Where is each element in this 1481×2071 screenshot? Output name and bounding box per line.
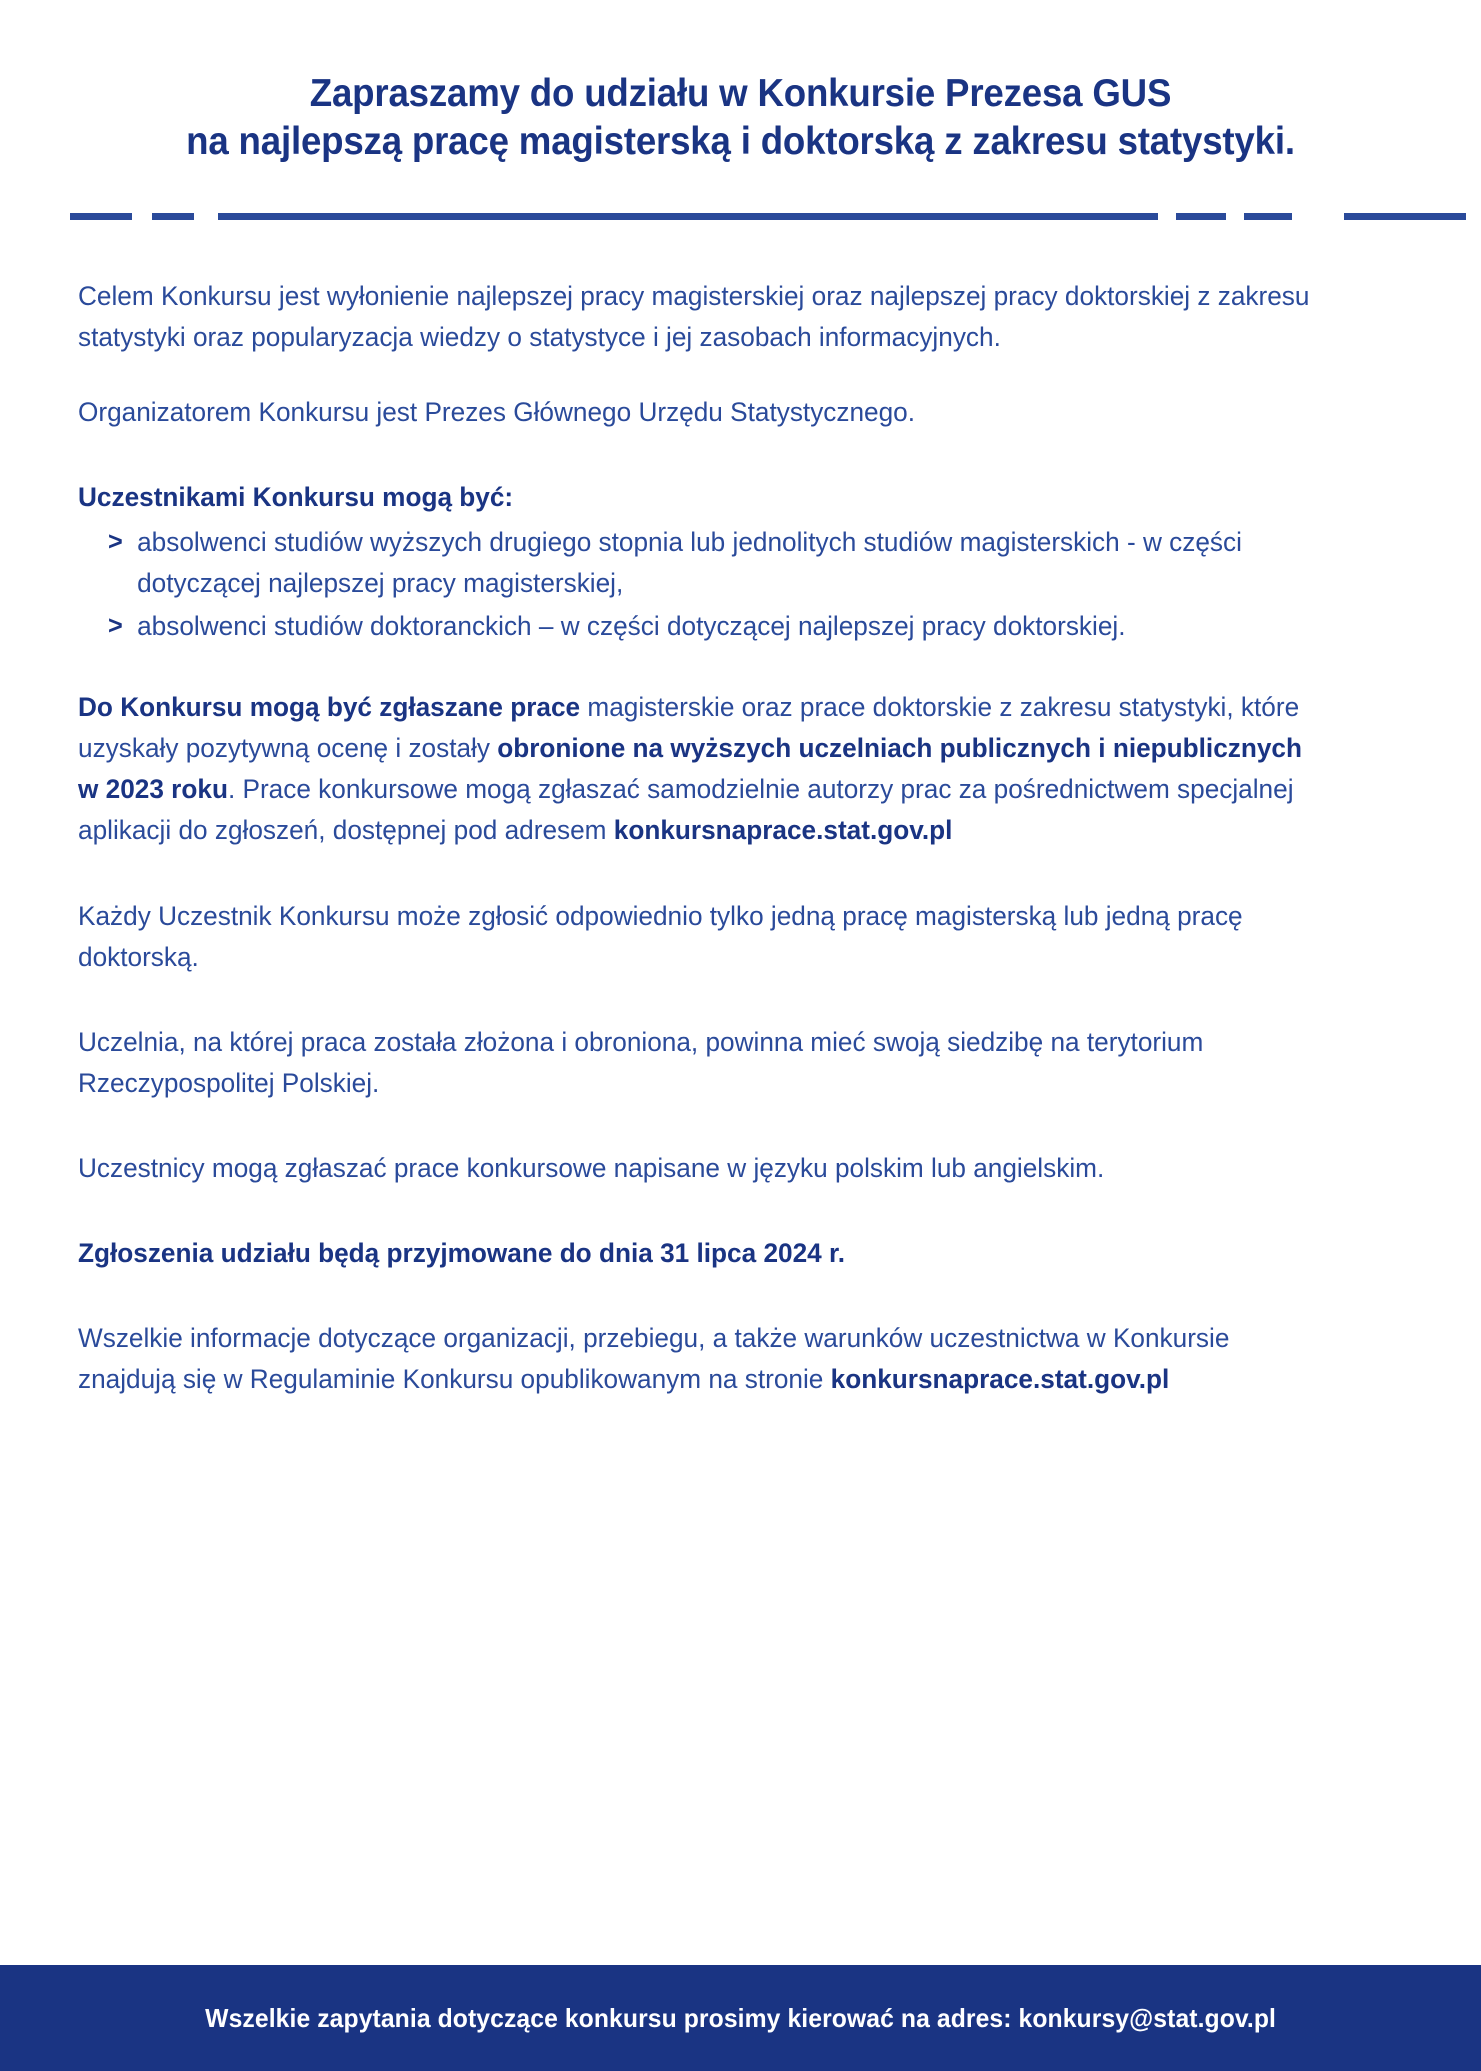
application-url-inline[interactable]: konkursnaprace.stat.gov.pl	[613, 815, 953, 846]
list-item-label: absolwenci studiów wyższych drugiego stopnia lub jednolitych studiów magisterskich - w części dotyczącej najlepszej pracy magisterskiej,	[137, 527, 1242, 599]
title-line-1: Zapraszamy do udziału w Konkursie Prezesa GUS	[309, 72, 1172, 115]
chevron-right-icon: >	[108, 526, 123, 557]
footer-contact-text: Wszelkie zapytania dotyczące konkursu prosimy kierować na adres: konkursy@stat.gov.pl	[205, 2002, 1276, 2033]
divider-dash-5	[1244, 213, 1292, 220]
paragraph-university-location: Uczelnia, na której praca została złożona i obroniona, powinna mieć swoją siedzibę na terytorium Rzeczypospolitej Polskiej.	[78, 1026, 1204, 1098]
decorative-divider	[70, 213, 1436, 222]
list-item-label: absolwenci studiów doktoranckich – w części dotyczącej najlepszej pracy doktorskiej.	[137, 611, 1126, 642]
list-item	[108, 522, 1330, 604]
submission-rules-bold-1: Do Konkursu mogą być zgłaszane prace	[78, 692, 581, 723]
divider-dash-2	[152, 213, 194, 220]
submission-rules-text-2: . Prace konkursowe mogą zgłaszać samodzielnie autorzy prac za pośrednictwem specjalnej aplikacji do zgłoszeń, dostępnej pod adresem	[78, 774, 1294, 846]
paragraph-regulations	[78, 1318, 1310, 1400]
paragraph-organizer: Organizatorem Konkursu jest Prezes Głównego Urzędu Statystycznego.	[78, 397, 916, 428]
submission-rules-bold-2: obronione na wyższych uczelniach publicznych i niepublicznych w 2023 roku	[78, 733, 1303, 805]
participants-heading: Uczestnikami Konkursu mogą być:	[78, 482, 514, 513]
regulations-url-inline[interactable]: konkursnaprace.stat.gov.pl	[830, 1363, 1170, 1394]
divider-dash-6	[1344, 213, 1466, 220]
list-item	[108, 606, 1330, 647]
submission-rules-text-1: magisterskie oraz prace doktorskie z zakresu statystyki, które uzyskały pozytywną ocenę i zostały	[78, 692, 1300, 764]
title-line-2: na najlepszą pracę magisterską i doktorską z zakresu statystyki.	[186, 119, 1295, 163]
paragraph-submission-rules	[78, 687, 1310, 851]
divider-dash-1	[70, 213, 132, 220]
divider-dash-4	[1176, 213, 1226, 220]
participants-list	[78, 522, 1403, 647]
footer-contact-bar	[0, 1965, 1481, 2071]
deadline-notice: Zgłoszenia udziału będą przyjmowane do dnia 31 lipca 2024 r.	[78, 1237, 846, 1268]
page-title	[0, 0, 1481, 165]
regulations-text: Wszelkie informacje dotyczące organizacji, przebiegu, a także warunków uczestnictwa w Konkursie znajdują się w Regulaminie Konkursu opublikowanym na stronie	[78, 1322, 1230, 1394]
paragraph-purpose: Celem Konkursu jest wyłonienie najlepszej pracy magisterskiej oraz najlepszej pracy doktorskiej z zakresu statystyki oraz popularyzacja wiedzy o statystyce i jej zasobach informacyjnych.	[78, 281, 1310, 353]
paragraph-languages: Uczestnicy mogą zgłaszać prace konkursowe napisane w języku polskim lub angielskim.	[78, 1152, 1105, 1183]
paragraph-one-entry: Każdy Uczestnik Konkursu może zgłosić odpowiednio tylko jedną pracę magisterską lub jedną pracę doktorską.	[78, 900, 1243, 972]
body-content	[0, 276, 1481, 2071]
chevron-right-icon: >	[108, 610, 123, 641]
divider-dash-3	[218, 213, 1158, 220]
